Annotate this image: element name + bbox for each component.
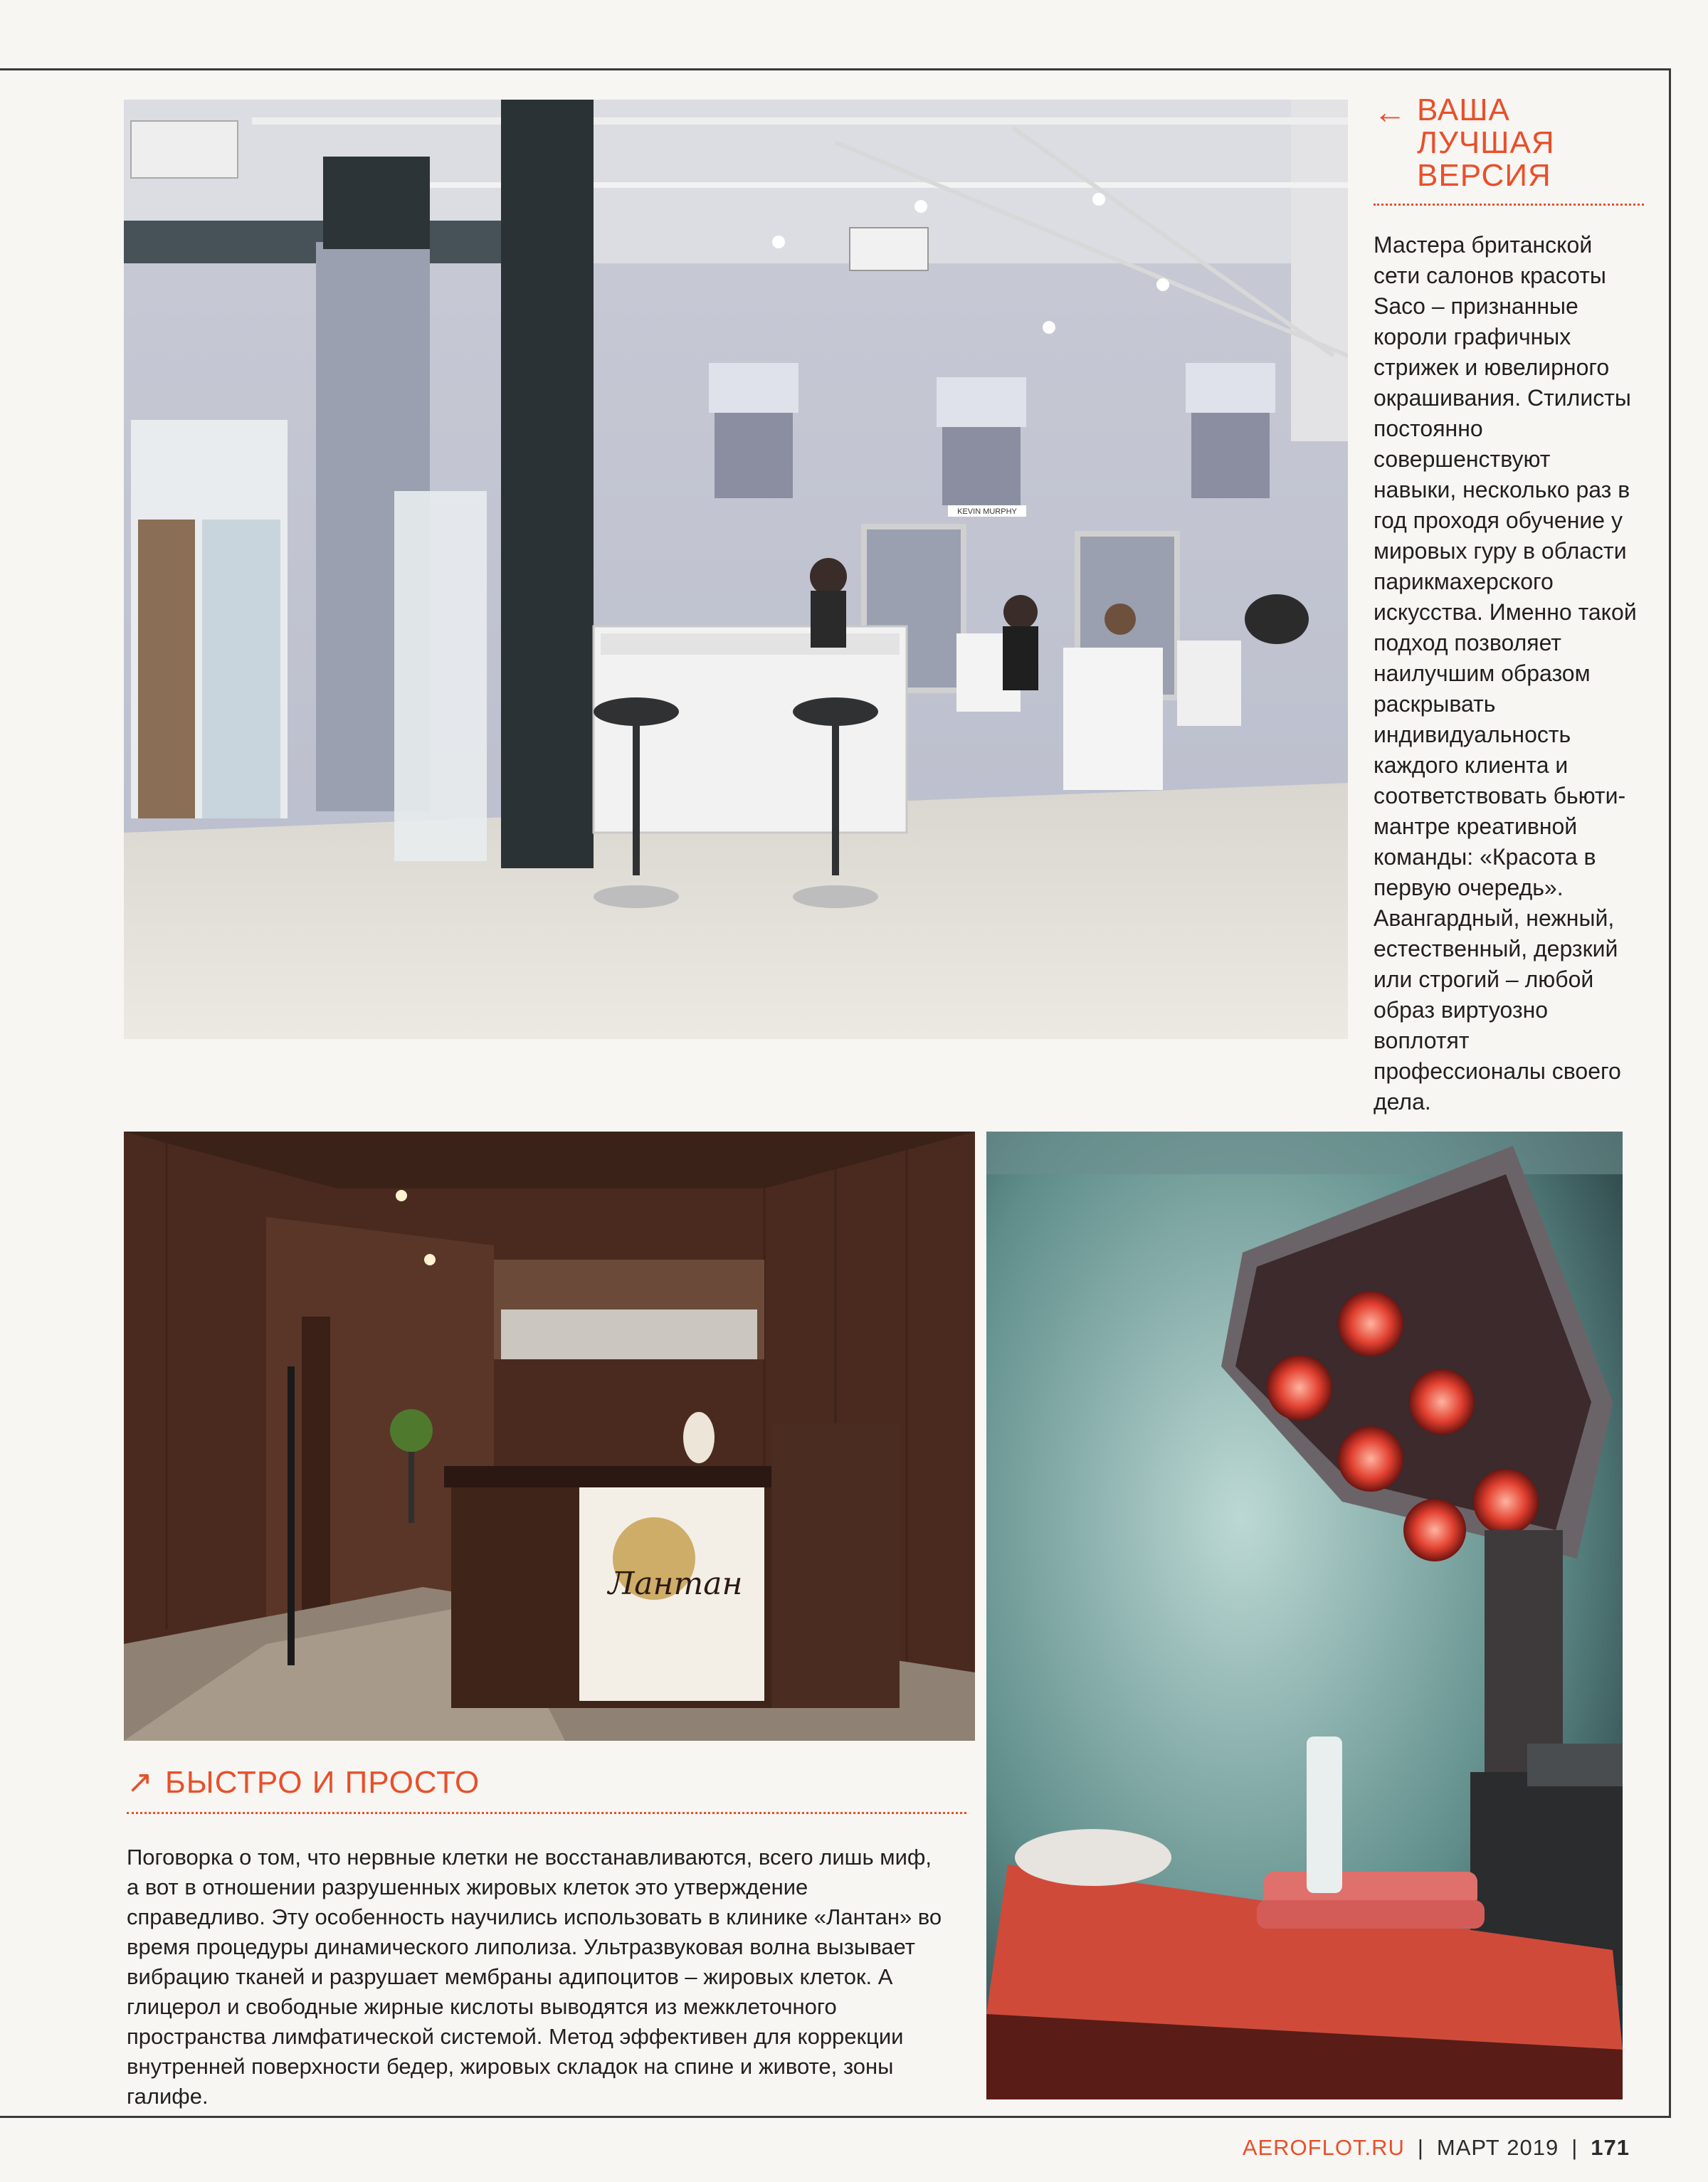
left-arrow-icon: ← <box>1374 93 1407 130</box>
bottom-dotted-rule <box>127 1812 966 1814</box>
right-frame-line <box>1669 68 1671 2118</box>
clinic-logo-text: Лантан <box>608 1566 743 1602</box>
bottom-heading <box>127 1765 966 1801</box>
salon-sign-text: KEVIN MURPHY <box>957 507 1017 516</box>
footer-separator: | <box>1571 2135 1578 2160</box>
sidebar-title: ВАША ЛУЧШАЯ ВЕРСИЯ <box>1417 93 1555 193</box>
sidebar-article <box>1374 94 1644 1117</box>
bottom-body-text: Поговорка о том, что нервные клетки не восстанавливаются, всего лишь миф, а вот в отношении разрушенных жировых клеток это утверждение справедливо. Эту особенность научились использовать в клинике «Лантан» во время процедуры динамического липолиза. Ультразвуковая волна вызывает вибрацию тканей и разрушает мембраны адипоцитов – жировых клеток. А глицерол и свободные жирные кислоты выводятся из межклеточного пространства лимфатической системой. Метод эффективен для коррекции внутренней поверхности бедер, жировых складок на спине и животе, зоны галифе. <box>127 1845 942 2109</box>
clinic-reception-photo <box>124 1132 975 1741</box>
diagonal-arrow-icon: ↗ <box>127 1765 154 1800</box>
sidebar-heading <box>1374 94 1644 192</box>
bottom-article <box>127 1765 966 2112</box>
bottom-frame-line <box>0 2116 1671 2118</box>
sidebar-body-text: Мастера британской сети салонов красоты Saco – признанные короли графичных стрижек и ювелирного окрашивания. Стилисты постоянно совершенствуют навыки, несколько раз в год проходя обучение у мировых гуру в области парикмахерского искусства. Именно такой подход позволяет наилучшим образом раскрывать индивидуальность каждого клиента и соответствовать бьюти-мантре креативной команды: «Красота в первую очередь». Авангардный, нежный, естественный, дерзкий или строгий – любой образ виртуозно воплотят профессионалы своего дела. <box>1374 232 1637 1114</box>
bottom-title: БЫСТРО И ПРОСТО <box>164 1765 480 1800</box>
footer-issue: МАРТ 2019 <box>1436 2135 1559 2160</box>
footer-separator: | <box>1417 2135 1424 2160</box>
sidebar-dotted-rule <box>1374 204 1644 206</box>
page-footer <box>1243 2135 1630 2161</box>
salon-interior-photo <box>124 100 1348 1039</box>
infrared-lamp-photo <box>986 1132 1623 2099</box>
top-frame-line <box>0 68 1671 70</box>
page-number: 171 <box>1591 2135 1630 2160</box>
footer-site: AEROFLOT.RU <box>1242 2135 1405 2160</box>
